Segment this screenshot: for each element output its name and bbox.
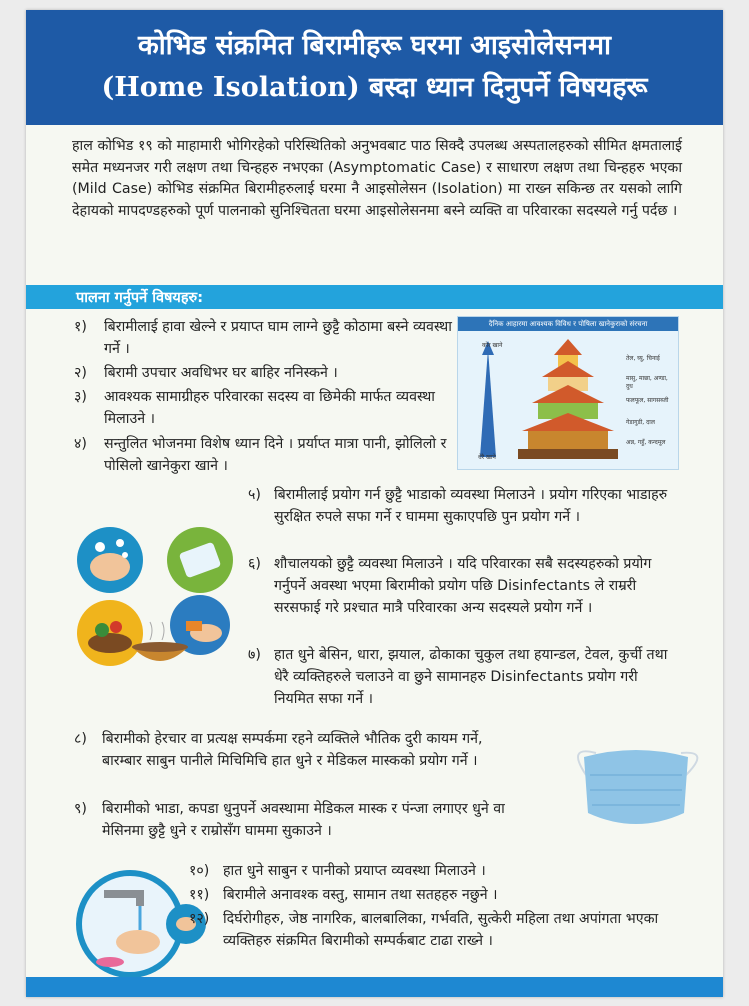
food-label: गेडागुडी, दाल <box>626 419 655 426</box>
item-number: ३) <box>74 389 87 405</box>
section-band <box>26 285 723 309</box>
title-line-1: कोभिड संक्रमित बिरामीहरू घरमा आइसोलेसनमा <box>137 30 612 61</box>
item-number: १०) <box>189 863 210 879</box>
list-item-2 <box>74 362 456 384</box>
list-item-5 <box>248 484 672 528</box>
food-pyramid-chart <box>457 316 679 470</box>
header-banner <box>26 10 723 125</box>
item-number: १) <box>74 319 87 335</box>
footer-band <box>26 977 723 997</box>
hygiene-icons <box>70 525 240 680</box>
item-text: बिरामीको भाडा, कपडा धुनुपर्ने अवस्थामा मेडिकल मास्क र पंन्जा लगाएर धुने वा मेसिनमा छुट्टै धुने र राम्रोसँग घाममा सुकाउने । <box>102 801 505 839</box>
item-number: ९) <box>74 801 87 817</box>
item-text: बिरामीको हेरचार वा प्रत्यक्ष सम्पर्कमा रहने व्यक्तिले भौतिक दुरी कायम गर्ने, बारम्बार साबुन पानीले मिचिमिचि हात धुने र मेडिकल मास्कको प्रयोग गर्ने । <box>102 731 483 769</box>
item-text: बिरामीले अनावश्क वस्तु, सामान तथा सतहहरु नछुने । <box>223 887 498 903</box>
food-left-top: कोर खाने <box>482 342 503 349</box>
item-text: दिर्घरोगीहरु, जेष्ठ नागरिक, बालबालिका, गर्भवति, सुत्केरी महिला तथा अपांगता भएका व्यक्तिहरु संक्रमित बिरामीको सम्पर्कबाट टाढा राख्ने । <box>223 911 659 949</box>
list-item-10 <box>189 860 689 882</box>
food-label: अन्न, गहुँ, कन्दमूल <box>626 439 666 446</box>
food-label: फलफूल, सागसब्जी <box>626 397 669 404</box>
item-text: सन्तुलित भोजनमा विशेष ध्यान दिने । प्रर्याप्त मात्रा पानी, झोलिलो र पोसिलो खानेकुरा खाने । <box>104 436 447 474</box>
list-item-12 <box>189 908 689 952</box>
list-item-6 <box>248 553 672 619</box>
vegetables-icon <box>77 600 143 666</box>
item-number: ११) <box>189 887 210 903</box>
list-item-4 <box>74 433 456 477</box>
face-mask-icon <box>556 735 716 845</box>
sanitizer-icon <box>167 527 233 593</box>
list-item-3 <box>74 386 456 430</box>
item-number: ५) <box>248 487 261 503</box>
list-item-1 <box>74 316 456 360</box>
title-line-2: (Home Isolation) बस्दा ध्यान दिनुपर्ने विषयहरू <box>101 72 648 103</box>
list-item-11 <box>189 884 689 906</box>
item-text: हात धुने बेसिन, धारा, झयाल, ढोकाका चुकुल तथा हयान्डल, टेवल, कुर्ची तथा धेरै व्यक्तिहरुले चलाउने वा छुने सामानहरु Disinfectants प्रयोग गरी नियमित सफा गर्ने । <box>274 647 668 707</box>
list-item-7 <box>248 644 672 710</box>
item-number: ८) <box>74 731 87 747</box>
item-text: बिरामी उपचार अवधिभर घर बाहिर ननिस्कने । <box>104 365 338 381</box>
list-item-9 <box>74 798 524 842</box>
item-text: बिरामीलाई प्रयोग गर्न छुट्टै भाडाको व्यवस्था मिलाउने । प्रयोग गरिएका भाडाहरु सुरक्षित रुपले सफा गर्ने र घाममा सुकाएपछि पुन प्रयोग गर्ने । <box>274 487 668 525</box>
handwash-icon <box>77 527 143 593</box>
item-number: ६) <box>248 556 261 572</box>
poster <box>26 10 723 997</box>
item-number: १२) <box>189 911 210 927</box>
food-chart-title: दैनिक आहारमा आवश्यक विविध र पोषिला खानेकुराको संरचना <box>458 317 678 331</box>
food-left-bottom: धेरै खाने <box>478 454 496 461</box>
item-number: ४) <box>74 436 87 452</box>
item-number: २) <box>74 365 87 381</box>
intro-paragraph: हाल कोभिड १९ को माहामारी भोगिरहेको परिस्थितिको अनुभवबाट पाठ सिक्दै उपलब्ध अस्पतालहरुको सीमित क्षमतालाई समेत मध्यनजर गरी लक्षण तथा चिन्हहरु नभएका (Asymptomatic Case) र साधारण लक्षण तथा चिन्हहरु भएका (Mild Case) कोभिड संक्रमित बिरामीहरुलाई घरमा नै आइसोलेसन (Isolation) मा राख्न सकिन्छ तर यसको लागि देहायको मापदण्डहरुको पूर्ण पालनाको सुनिश्चितता घरमा आइसोलेसनमा बस्ने व्यक्ति वा परिवारका सदस्यले गर्नु पर्दछ । <box>72 138 682 219</box>
item-text: हात धुने साबुन र पानीको प्रयाप्त व्यवस्था मिलाउने । <box>223 863 486 879</box>
item-text: शौचालयको छुट्टै व्यवस्था मिलाउने । यदि परिवारका सबै सदस्यहरुको प्रयोग गर्नुपर्ने अवस्था भएमा बिरामीको प्रयोग पछि Disinfectants ले राम्ररी सरसफाई गरे प्रश्चात मात्रै परिवारका अन्य सदस्यले प्रयोग गर्ने । <box>274 556 652 616</box>
item-text: बिरामीलाई हावा खेल्ने र प्रयाप्त घाम लाग्ने छुट्टै कोठामा बस्ने व्यवस्था गर्ने । <box>104 319 452 357</box>
item-text: आवश्यक सामाग्रीहरु परिवारका सदस्य वा छिमेकी मार्फत व्यवस्था मिलाउने । <box>104 389 435 427</box>
food-label: तेल, घ्यु, चिनाई <box>626 355 660 362</box>
item-number: ७) <box>248 647 261 663</box>
section-title: पालना गर्नुपर्ने विषयहरु: <box>76 290 203 306</box>
food-label: मासु, माछा, अण्डा, दुध <box>626 375 668 390</box>
list-item-8 <box>74 728 524 772</box>
